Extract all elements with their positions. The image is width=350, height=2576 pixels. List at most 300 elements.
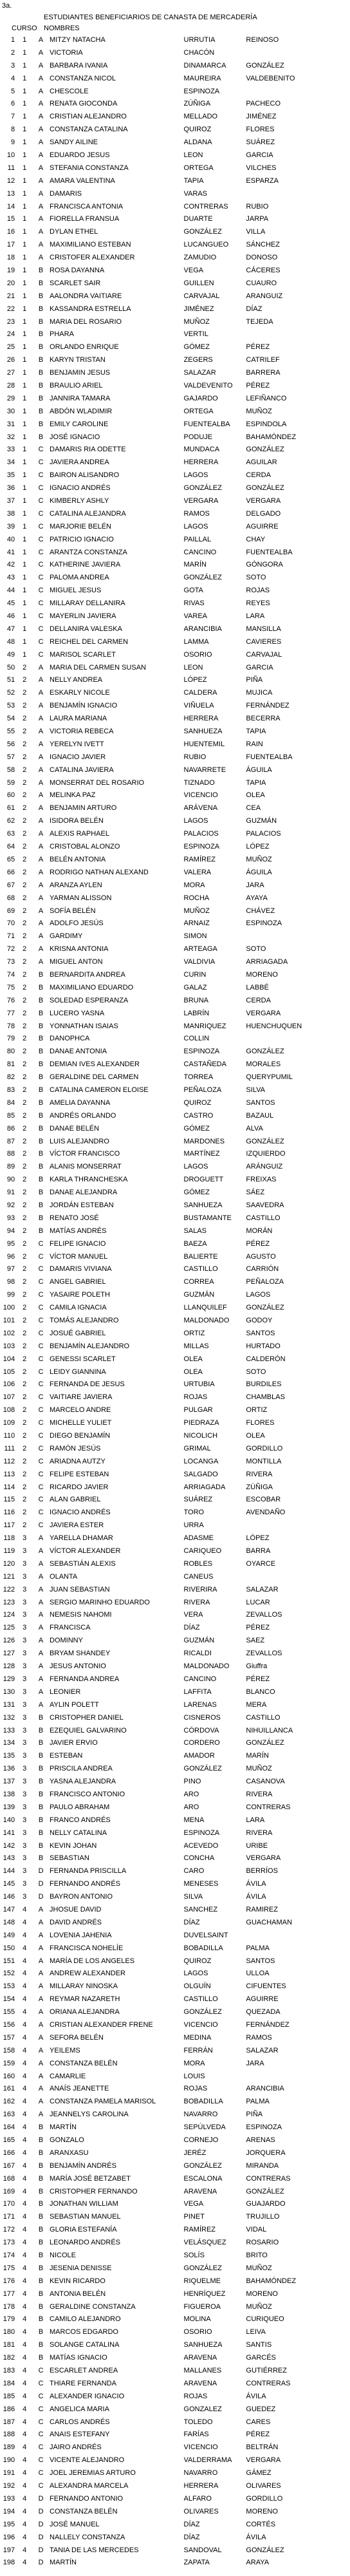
table-row: [0, 277, 350, 290]
student-names: FERNANDO ANTONIO: [50, 2494, 124, 2503]
student-surname-2: [246, 187, 350, 200]
student-names: MELINKA PAZ: [50, 791, 96, 800]
row-number: 37: [6, 497, 15, 505]
course-letter: C: [38, 2482, 44, 2490]
student-surname-2: SÁNCHEZ: [246, 241, 280, 249]
student-surname-2: GORDILLO: [246, 1444, 283, 1453]
student-surname-1: CASTRO: [183, 1111, 214, 1120]
student-names: ANGEL GABRIEL: [50, 1278, 106, 1286]
table-row: [0, 174, 350, 187]
row-number: 57: [6, 753, 15, 761]
row-number: 129: [3, 1675, 15, 1683]
row-number: 169: [3, 2187, 15, 2195]
student-names: BARBARA IVANIA: [50, 61, 108, 70]
row-number: 69: [6, 907, 15, 915]
student-surname-2: TAPIA: [246, 778, 266, 787]
student-surname-2: LARA: [246, 1816, 265, 1824]
course-letter: A: [38, 126, 44, 134]
row-number: 32: [6, 433, 15, 441]
student-surname-1: VERTIL: [183, 330, 208, 339]
student-surname-2: PÉREZ: [246, 1239, 270, 1248]
student-names: EDUARDO JESUS: [50, 151, 110, 159]
student-surname-2: GARCIA: [246, 151, 273, 159]
row-number: 71: [6, 932, 15, 941]
student-surname-1: MAUREIRA: [183, 74, 221, 82]
course-letter: B: [38, 1163, 44, 1171]
row-number: 148: [3, 1918, 15, 1926]
student-names: JOSUÉ GABRIEL: [50, 1329, 106, 1337]
table-row: [0, 1391, 350, 1404]
course-letter: B: [38, 433, 44, 441]
student-surname-2: SOTO: [246, 1368, 266, 1376]
student-surname-1: NAVARRO: [183, 2111, 218, 2119]
table-row: [0, 597, 350, 610]
student-surname-2: GONZÁLEZ: [246, 1137, 284, 1145]
student-surname-1: RAMÍREZ: [183, 2226, 216, 2234]
course-number: 3: [23, 1559, 27, 1568]
course-number: 4: [23, 2469, 27, 2477]
course-number: 1: [23, 612, 27, 621]
student-surname-2: FUENTEALBA: [246, 753, 293, 761]
course-letter: A: [38, 164, 44, 172]
course-letter: B: [38, 1009, 44, 1017]
table-row: [0, 879, 350, 892]
table-row: [0, 2479, 350, 2492]
student-surname-2: BARRA: [246, 1547, 271, 1556]
course-letter: B: [38, 1790, 44, 1798]
course-letter: B: [38, 2136, 44, 2144]
course-number: 3: [23, 1688, 27, 1696]
row-number: 60: [6, 791, 15, 800]
student-surname-1: CONTRERAS: [183, 202, 228, 211]
course-letter: B: [38, 970, 44, 979]
table-row: [0, 1468, 350, 1481]
student-surname-2: GONZÁLEZ: [246, 2187, 284, 2195]
student-surname-2: [246, 85, 350, 98]
course-letter: A: [38, 1598, 44, 1606]
course-number: 1: [23, 164, 27, 172]
row-number: 144: [3, 1867, 15, 1876]
student-surname-2: VERGARA: [246, 1009, 281, 1017]
row-number: 128: [3, 1662, 15, 1671]
table-row: [0, 623, 350, 635]
table-row: [0, 943, 350, 955]
course-letter: C: [38, 509, 44, 518]
student-surname-1: LUCANGUEO: [183, 241, 229, 249]
student-surname-1: CORNEJO: [183, 2136, 219, 2144]
student-names: JHOSUE DAVID: [50, 1905, 102, 1913]
course-letter: B: [38, 2252, 44, 2260]
course-number: 4: [23, 2443, 27, 2452]
course-letter: A: [38, 2020, 44, 2029]
table-row: [0, 2288, 350, 2300]
table-row: [0, 584, 350, 597]
student-surname-2: GUZMÁN: [246, 817, 277, 825]
course-number: 2: [23, 1291, 27, 1299]
student-names: VICTORIA REBECA: [50, 728, 114, 736]
student-surname-1: ORTEGA: [183, 164, 214, 172]
table-row: [0, 149, 350, 162]
table-row: [0, 2351, 350, 2364]
student-names: MILLARAY DELLANIRA: [50, 599, 125, 608]
row-number: 98: [6, 1278, 15, 1286]
student-surname-2: GORDILLO: [246, 2494, 283, 2503]
table-row: [0, 955, 350, 968]
course-number: 3: [23, 1572, 27, 1581]
student-surname-1: VALDERRAMA: [183, 2456, 232, 2465]
course-number: 1: [23, 74, 27, 82]
row-number: 115: [3, 1496, 15, 1504]
row-number: 155: [3, 2008, 15, 2017]
student-surname-1: RIVAS: [183, 599, 205, 608]
table-row: [0, 1199, 350, 1212]
row-number: 197: [3, 2546, 15, 2554]
student-surname-2: CALDERÓN: [246, 1355, 286, 1363]
course-letter: A: [38, 1905, 44, 1913]
student-surname-1: CISNEROS: [183, 1713, 221, 1722]
student-surname-1: PINET: [183, 2213, 205, 2221]
course-letter: A: [38, 740, 44, 748]
student-surname-2: TRUJILLO: [246, 2213, 280, 2221]
table-row: [0, 661, 350, 674]
row-number: 162: [3, 2098, 15, 2106]
table-row: [0, 1698, 350, 1711]
course-number: 2: [23, 1239, 27, 1248]
course-number: 1: [23, 587, 27, 595]
student-surname-2: RIVERA: [246, 1790, 273, 1798]
course-letter: C: [38, 1329, 44, 1337]
table-row: [0, 136, 350, 149]
row-number: 160: [3, 2072, 15, 2080]
student-surname-2: CURIQUEO: [246, 2315, 284, 2324]
row-number: 152: [3, 1970, 15, 1978]
student-surname-2: REYES: [246, 599, 270, 608]
row-number: 97: [6, 1265, 15, 1274]
student-names: CONSTANZA BELÉN: [50, 2059, 118, 2067]
student-surname-1: MORA: [183, 881, 205, 889]
course-letter: B: [38, 983, 44, 992]
student-names: DAVID ANDRÉS: [50, 1918, 102, 1926]
student-surname-2: [246, 930, 350, 943]
table-row: [0, 2249, 350, 2262]
student-names: GERALDINE DEL CARMEN: [50, 1073, 139, 1082]
table-row: [0, 2108, 350, 2121]
row-number: 166: [3, 2148, 15, 2157]
student-surname-1: RIVERA: [183, 1598, 210, 1606]
row-number: 122: [3, 1585, 15, 1594]
student-surname-1: ALDANA: [183, 138, 212, 147]
table-row: [0, 1416, 350, 1429]
student-surname-2: SANTOS: [246, 1957, 275, 1965]
student-surname-2: RAMIREZ: [246, 1905, 278, 1913]
course-letter: C: [38, 612, 44, 621]
course-number: 3: [23, 1585, 27, 1594]
student-names: PAULO ABRAHAM: [50, 1803, 110, 1811]
table-row: [0, 776, 350, 789]
student-names: NICOLE: [50, 2252, 76, 2260]
student-names: TOMÁS ALEJANDRO: [50, 1317, 119, 1324]
row-number: 28: [6, 381, 15, 390]
table-row: [0, 1096, 350, 1109]
student-surname-2: MIRANDA: [246, 2161, 279, 2170]
row-number: 83: [6, 1086, 15, 1094]
student-surname-2: ESCOBAR: [246, 1496, 281, 1504]
course-number: 3: [23, 1534, 27, 1543]
student-surname-2: MORENO: [246, 2289, 278, 2298]
student-surname-1: SALGADO: [183, 1470, 218, 1478]
row-number: 59: [6, 778, 15, 787]
row-number: 6: [10, 100, 15, 108]
student-names: REYMAR NAZARETH: [50, 1995, 120, 2004]
row-number: 192: [3, 2482, 15, 2490]
table-row: [0, 1801, 350, 1814]
student-names: KASSANDRA ESTRELLA: [50, 305, 131, 313]
student-surname-1: VIÑUELA: [183, 702, 214, 710]
course-letter: C: [38, 2379, 44, 2387]
student-names: LOVENIA JAHENIA: [50, 1931, 112, 1939]
course-number: 1: [23, 87, 27, 95]
table-row: [0, 520, 350, 533]
student-surname-1: BRUNA: [183, 996, 209, 1004]
course-number: 4: [23, 2098, 27, 2106]
student-names: BAYRON ANTONIO: [50, 1893, 113, 1901]
row-number: 198: [3, 2559, 15, 2567]
course-letter: D: [38, 2520, 44, 2528]
student-names: MIGUEL JESUS: [50, 587, 102, 595]
table-row: [0, 814, 350, 827]
student-names: AALONDRA VAITIARE: [50, 292, 122, 300]
course-letter: A: [38, 1688, 44, 1696]
student-surname-1: ARANCIBIA: [183, 625, 222, 633]
course-letter: B: [38, 305, 44, 313]
table-row: [0, 2147, 350, 2159]
student-surname-1: OLEA: [183, 1368, 203, 1376]
row-number: 99: [6, 1291, 15, 1299]
course-letter: A: [38, 2085, 44, 2093]
table-row: [0, 1877, 350, 1890]
student-names: AMARA VALENTINA: [50, 176, 115, 185]
table-row: [0, 2236, 350, 2249]
course-letter: A: [38, 1650, 44, 1658]
student-surname-2: ULLOA: [246, 1970, 270, 1978]
student-surname-2: FERNÁNDEZ: [246, 2020, 290, 2029]
row-number: 114: [3, 1483, 15, 1491]
course-number: 4: [23, 2405, 27, 2413]
row-number: 126: [3, 1637, 15, 1645]
row-number: 48: [6, 637, 15, 646]
row-number: 188: [3, 2430, 15, 2439]
row-number: 179: [3, 2315, 15, 2324]
course-number: 4: [23, 2123, 27, 2132]
course-number: 4: [23, 2008, 27, 2017]
student-names: BENJAMÍN ALEJANDRO: [50, 1342, 130, 1350]
course-letter: B: [38, 2302, 44, 2311]
table-row: [0, 610, 350, 623]
row-number: 94: [6, 1227, 15, 1235]
course-letter: B: [38, 1022, 44, 1030]
student-surname-1: RUBIO: [183, 753, 207, 761]
course-number: 2: [23, 778, 27, 787]
course-number: 1: [23, 266, 27, 274]
row-number: 89: [6, 1163, 15, 1171]
table-row: [0, 1557, 350, 1570]
student-names: NELLY CATALINA: [50, 1829, 107, 1837]
course-number: 4: [23, 2072, 27, 2080]
student-names: VAITIARE JAVIERA: [50, 1393, 113, 1402]
course-letter: A: [38, 945, 44, 954]
student-names: MATÍAS ANDRÉS: [50, 1227, 107, 1235]
beneficiary-table-body: [0, 33, 350, 2569]
course-letter: B: [38, 1124, 44, 1133]
row-number: 84: [6, 1098, 15, 1107]
table-row: [0, 2518, 350, 2531]
course-number: 1: [23, 497, 27, 505]
student-surname-2: MORALES: [246, 1060, 281, 1069]
row-number: 46: [6, 612, 15, 621]
row-number: 24: [6, 330, 15, 339]
student-surname-1: CANEUS: [183, 1572, 214, 1581]
course-number: 3: [23, 1765, 27, 1773]
row-number: 35: [6, 471, 15, 480]
table-row: [0, 1545, 350, 1557]
student-names: AYLIN POLETT: [50, 1700, 99, 1709]
student-names: SOFÍA BELÉN: [50, 907, 96, 915]
row-number: 90: [6, 1176, 15, 1184]
course-number: 4: [23, 2315, 27, 2324]
course-letter: C: [38, 471, 44, 480]
course-letter: B: [38, 2264, 44, 2272]
table-row: [0, 2390, 350, 2403]
course-number: 2: [23, 1406, 27, 1415]
row-number: 136: [3, 1765, 15, 1773]
course-number: 4: [23, 2226, 27, 2234]
student-surname-2: ARAYA: [246, 2559, 270, 2567]
student-surname-1: QUIROZ: [183, 126, 212, 134]
student-names: MAYERLIN JAVIERA: [50, 612, 116, 621]
table-row: [0, 1032, 350, 1045]
course-letter: C: [38, 625, 44, 633]
student-names: SANDY AILINE: [50, 138, 98, 147]
student-surname-1: TORO: [183, 1509, 205, 1517]
course-number: 1: [23, 113, 27, 121]
student-surname-2: CUAURO: [246, 279, 277, 287]
row-number: 176: [3, 2277, 15, 2285]
row-number: 52: [6, 689, 15, 697]
student-surname-1: OLIVARES: [183, 2507, 219, 2515]
student-surname-2: ÁGUILA: [246, 766, 272, 774]
row-number: 86: [6, 1124, 15, 1133]
student-surname-1: CURIN: [183, 970, 207, 979]
table-row: [0, 930, 350, 943]
student-names: EMILY CAROLINE: [50, 420, 109, 428]
student-names: YONNATHAN ISAIAS: [50, 1022, 118, 1030]
student-surname-1: JERÉZ: [183, 2148, 207, 2157]
student-surname-2: LARA: [246, 612, 265, 621]
student-surname-1: ORTIZ: [183, 1329, 205, 1337]
table-row: [0, 1596, 350, 1609]
row-number: 2: [10, 48, 15, 57]
student-names: KARYN TRISTAN: [50, 356, 106, 364]
table-row: [0, 290, 350, 303]
student-surname-2: [246, 328, 350, 341]
row-number: 39: [6, 522, 15, 531]
course-number: 2: [23, 970, 27, 979]
course-letter: B: [38, 2148, 44, 2157]
student-names: DANAE BELÉN: [50, 1124, 100, 1133]
student-surname-1: ARAVENA: [183, 2379, 217, 2387]
row-number: 108: [3, 1406, 15, 1415]
student-surname-1: ZAPATA: [183, 2559, 210, 2567]
table-row: [0, 2441, 350, 2454]
course-letter: A: [38, 663, 44, 672]
table-row: [0, 994, 350, 1007]
table-row: [0, 1762, 350, 1775]
student-names: IGNACIO JAVIER: [50, 753, 106, 761]
student-surname-2: GONZÁLEZ: [246, 484, 284, 493]
student-surname-2: FLORES: [246, 1419, 275, 1427]
course-letter: D: [38, 1867, 44, 1876]
student-names: FELIPE ESTEBAN: [50, 1470, 109, 1478]
course-letter: C: [38, 2367, 44, 2375]
student-surname-1: SUÁREZ: [183, 1496, 213, 1504]
course-letter: A: [38, 113, 44, 121]
student-surname-1: CARO: [183, 1867, 205, 1876]
sheet-corner-label: 3a.: [2, 2, 12, 10]
student-names: LEIDY GIANNINA: [50, 1368, 106, 1376]
student-surname-1: VICENCIO: [183, 2020, 218, 2029]
row-number: 124: [3, 1611, 15, 1619]
student-names: BRYAM SHANDEY: [50, 1650, 111, 1658]
course-letter: B: [38, 2123, 44, 2132]
student-names: ANAIS ESTEFANY: [50, 2430, 110, 2439]
student-surname-2: SÁEZ: [246, 1189, 265, 1197]
course-number: 3: [23, 1841, 27, 1850]
course-number: 2: [23, 1137, 27, 1145]
student-names: CARLOS ANDRÉS: [50, 2418, 110, 2426]
student-names: KEVIN RICARDO: [50, 2277, 106, 2285]
student-surname-2: LUCAR: [246, 1598, 270, 1606]
course-number: 2: [23, 1496, 27, 1504]
course-number: 3: [23, 1547, 27, 1556]
student-surname-2: ZÚÑIGA: [246, 1483, 273, 1491]
table-row: [0, 110, 350, 123]
row-number: 78: [6, 1022, 15, 1030]
student-names: GERALDINE CONSTANZA: [50, 2302, 136, 2311]
course-letter: A: [38, 753, 44, 761]
course-letter: B: [38, 2328, 44, 2336]
table-row: [0, 1660, 350, 1673]
course-letter: B: [38, 1854, 44, 1863]
student-surname-2: URIBE: [246, 1841, 268, 1850]
course-letter: A: [38, 1995, 44, 2004]
student-surname-1: MENESES: [183, 1880, 219, 1888]
student-surname-2: ESPINOZA: [246, 2123, 282, 2132]
table-row: [0, 2159, 350, 2172]
row-number: 185: [3, 2392, 15, 2400]
table-row: [0, 341, 350, 353]
row-number: 85: [6, 1111, 15, 1120]
course-letter: B: [38, 1048, 44, 1056]
student-surname-2: DELGADO: [246, 509, 281, 518]
table-row: [0, 469, 350, 482]
row-number: 125: [3, 1624, 15, 1632]
student-names: BAIRON ALISANDRO: [50, 471, 120, 480]
course-number: 1: [23, 446, 27, 454]
course-letter: C: [38, 2456, 44, 2465]
table-row: [0, 789, 350, 802]
course-letter: B: [38, 1752, 44, 1760]
course-number: 2: [23, 907, 27, 915]
